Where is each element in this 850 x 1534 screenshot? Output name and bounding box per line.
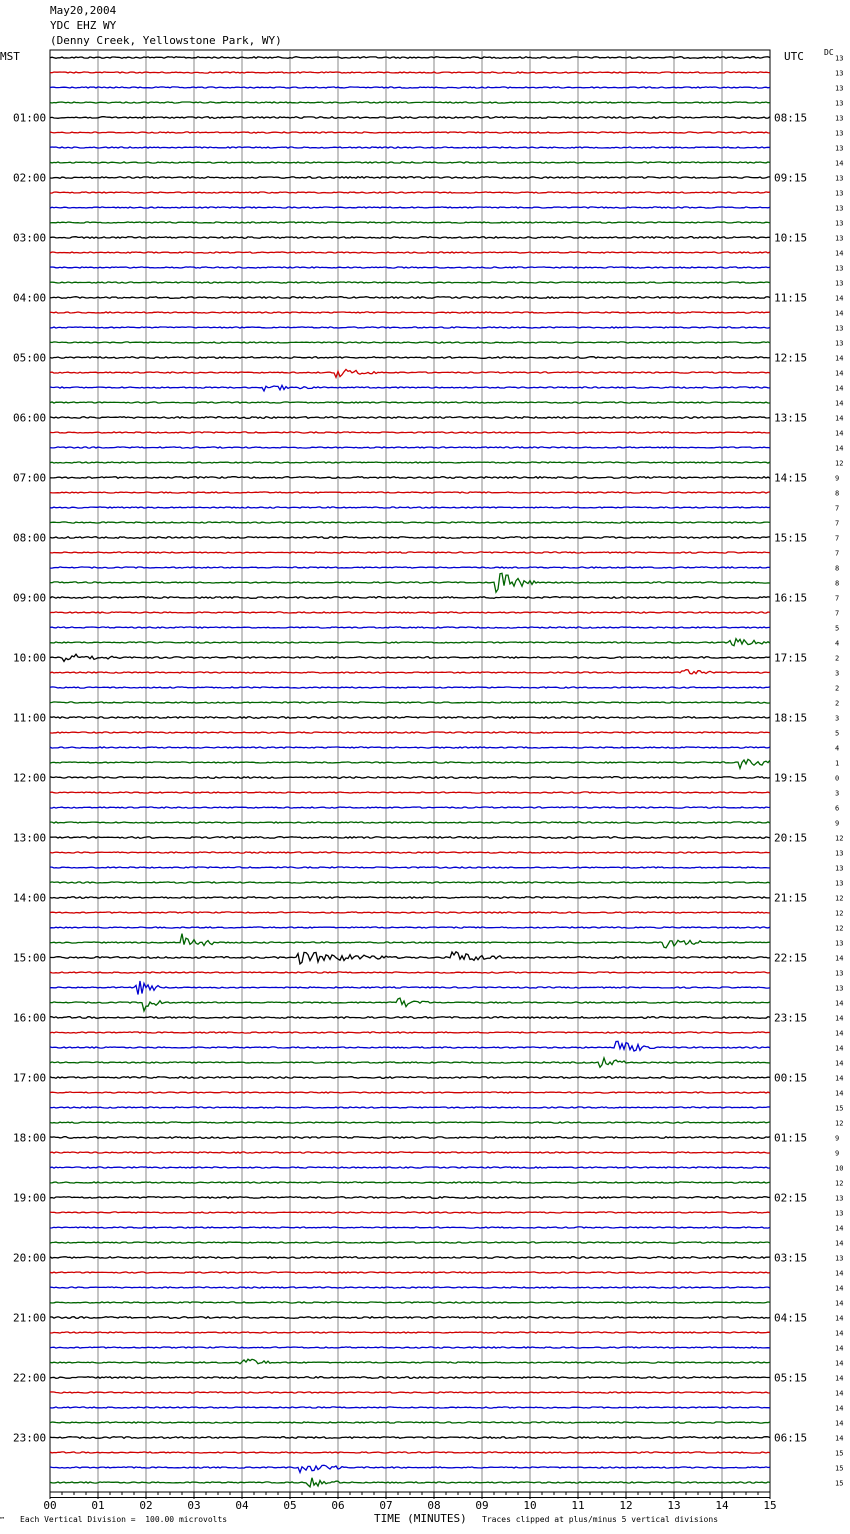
hour-label-right: 18:15 (774, 711, 808, 725)
x-tick-label: 01 (91, 1499, 105, 1512)
dc-offset-value: 14 (835, 1029, 844, 1038)
dc-offset-value: 13 (835, 849, 844, 858)
dc-offset-value: 12 (835, 894, 844, 903)
dc-offset-value: 7 (835, 504, 840, 513)
hour-label-left: 04:00 (13, 291, 47, 305)
seismic-trace (50, 1212, 770, 1213)
seismic-trace (50, 747, 770, 748)
dc-offset-value: 13 (835, 219, 844, 228)
seismic-trace (50, 1122, 770, 1123)
hour-label-left: 15:00 (13, 951, 47, 965)
dc-offset-value: 13 (835, 144, 844, 153)
seismic-trace (50, 507, 770, 508)
seismic-trace (50, 117, 770, 119)
seismic-trace (50, 702, 770, 703)
hour-label-right: 08:15 (774, 111, 808, 125)
dc-offset-value: 14 (835, 1344, 844, 1353)
dc-offset-value: 12 (835, 909, 844, 918)
seismic-trace (50, 237, 770, 239)
seismic-trace (50, 252, 770, 253)
dc-offset-value: 14 (835, 1224, 844, 1233)
seismic-trace (50, 267, 770, 268)
seismic-trace (50, 882, 770, 883)
dc-offset-value: 0 (835, 774, 840, 783)
dc-offset-value: 13 (835, 174, 844, 183)
dc-offset-value: 14 (835, 1329, 844, 1338)
hour-label-right: 00:15 (774, 1071, 808, 1085)
dc-offset-value: 8 (835, 579, 840, 588)
hour-label-left: 10:00 (13, 651, 47, 665)
seismic-trace (50, 1437, 770, 1439)
seismic-trace (50, 132, 770, 133)
dc-offset-value: 13 (835, 69, 844, 78)
station-code: YDC EHZ WY (50, 19, 117, 32)
hour-label-right: 13:15 (774, 411, 808, 425)
dc-offset-value: 13 (835, 234, 844, 243)
seismic-trace (50, 1107, 770, 1108)
hour-label-right: 03:15 (774, 1251, 808, 1265)
dc-offset-value: 2 (835, 699, 840, 708)
hour-label-right: 17:15 (774, 651, 808, 665)
dc-offset-value: 14 (835, 429, 844, 438)
seismic-trace (50, 732, 770, 733)
seismic-trace (50, 627, 770, 628)
seismic-trace (50, 522, 770, 523)
seismic-trace (50, 1227, 770, 1228)
seismic-trace (50, 1478, 770, 1487)
seismic-trace (50, 717, 770, 719)
seismic-trace (50, 417, 770, 419)
seismic-trace (50, 447, 770, 448)
dc-offset-value: 13 (835, 1254, 844, 1263)
seismic-trace (50, 981, 770, 995)
x-tick-label: 09 (475, 1499, 489, 1512)
seismic-trace (50, 807, 770, 808)
dc-offset-value: 10 (835, 1164, 844, 1173)
hour-label-left: 06:00 (13, 411, 47, 425)
hour-label-right: 12:15 (774, 351, 808, 365)
seismic-trace (50, 1347, 770, 1348)
hour-label-right: 11:15 (774, 291, 808, 305)
hour-label-right: 14:15 (774, 471, 808, 485)
seismic-trace (50, 639, 770, 646)
dc-offset-value: 7 (835, 549, 840, 558)
corner-mark: ™ (0, 1516, 5, 1524)
seismic-trace (50, 102, 770, 103)
dc-offset-value: 7 (835, 534, 840, 543)
seismic-trace (50, 934, 770, 948)
hour-label-left: 07:00 (13, 471, 47, 485)
x-tick-label: 00 (43, 1499, 57, 1512)
dc-offset-value: 12 (835, 1119, 844, 1128)
dc-offset-value: 13 (835, 54, 844, 63)
dc-offset-value: 14 (835, 1389, 844, 1398)
hour-label-left: 21:00 (13, 1311, 47, 1325)
hour-label-right: 19:15 (774, 771, 808, 785)
seismic-trace (50, 492, 770, 493)
dc-offset-value: 7 (835, 609, 840, 618)
seismic-trace (50, 670, 770, 674)
seismic-trace (50, 1317, 770, 1319)
dc-offset-value: 14 (835, 1419, 844, 1428)
dc-offset-value: 14 (835, 1014, 844, 1023)
dc-offset-value: 8 (835, 564, 840, 573)
seismic-trace (50, 1032, 770, 1033)
seismic-trace (50, 1242, 770, 1243)
dc-offset-value: 14 (835, 954, 844, 963)
dc-offset-value: 13 (835, 324, 844, 333)
seismic-trace (50, 1092, 770, 1093)
hour-label-left: 17:00 (13, 1071, 47, 1085)
seismic-trace (50, 282, 770, 283)
hour-label-right: 10:15 (774, 231, 808, 245)
x-tick-label: 04 (235, 1499, 249, 1512)
seismic-trace (50, 1197, 770, 1199)
seismic-trace (50, 432, 770, 433)
dc-offset-value: 3 (835, 789, 840, 798)
hour-label-right: 04:15 (774, 1311, 808, 1325)
seismic-trace (50, 1058, 770, 1067)
x-tick-label: 12 (619, 1499, 633, 1512)
dc-offset-value: 13 (835, 984, 844, 993)
hour-label-left: 02:00 (13, 171, 47, 185)
dc-offset-value: 14 (835, 159, 844, 168)
dc-offset-value: 14 (835, 1239, 844, 1248)
hour-label-left: 14:00 (13, 891, 47, 905)
seismic-trace (50, 1407, 770, 1408)
seismic-trace (50, 687, 770, 688)
dc-offset-value: 13 (835, 864, 844, 873)
seismic-trace (50, 162, 770, 163)
seismic-trace (50, 654, 770, 661)
seismic-trace (50, 207, 770, 208)
hour-label-left: 18:00 (13, 1131, 47, 1145)
dc-offset-value: 4 (835, 744, 840, 753)
dc-offset-value: 8 (835, 489, 840, 498)
seismic-trace (50, 1302, 770, 1303)
dc-offset-value: 12 (835, 459, 844, 468)
x-tick-label: 14 (715, 1499, 729, 1512)
seismic-trace (50, 72, 770, 73)
seismic-trace (50, 87, 770, 88)
seismic-trace (50, 952, 770, 964)
hour-label-left: 08:00 (13, 531, 47, 545)
x-tick-label: 08 (427, 1499, 441, 1512)
dc-offset-value: 2 (835, 684, 840, 693)
hour-label-right: 16:15 (774, 591, 808, 605)
dc-offset-value: 9 (835, 1149, 840, 1158)
x-axis-label: TIME (MINUTES) (374, 1512, 467, 1525)
hour-label-right: 01:15 (774, 1131, 808, 1145)
dc-offset-value: 14 (835, 1404, 844, 1413)
dc-offset-value: 14 (835, 294, 844, 303)
record-date: May20,2004 (50, 4, 117, 17)
seismic-trace (50, 327, 770, 328)
dc-offset-value: 15 (835, 1479, 844, 1488)
seismic-trace (50, 597, 770, 599)
seismic-trace (50, 369, 770, 377)
dc-offset-value: 5 (835, 624, 840, 633)
dc-offset-value: 9 (835, 1134, 840, 1143)
x-tick-label: 05 (283, 1499, 297, 1512)
seismic-trace (50, 1017, 770, 1019)
dc-offset-value: 5 (835, 729, 840, 738)
dc-offset-value: 14 (835, 1269, 844, 1278)
hour-label-right: 06:15 (774, 1431, 808, 1445)
dc-offset-value: 13 (835, 939, 844, 948)
seismic-trace (50, 222, 770, 223)
seismic-trace (50, 552, 770, 553)
dc-offset-value: 15 (835, 1104, 844, 1113)
seismic-trace (50, 852, 770, 853)
dc-offset-value: 3 (835, 669, 840, 678)
seismic-trace (50, 385, 770, 391)
dc-offset-value: 12 (835, 834, 844, 843)
hour-label-left: 13:00 (13, 831, 47, 845)
x-tick-label: 06 (331, 1499, 345, 1512)
hour-label-left: 22:00 (13, 1371, 47, 1385)
hour-label-left: 03:00 (13, 231, 47, 245)
hour-label-left: 19:00 (13, 1191, 47, 1205)
seismic-trace (50, 759, 770, 768)
dc-offset-value: 13 (835, 969, 844, 978)
hour-label-right: 02:15 (774, 1191, 808, 1205)
dc-offset-value: 14 (835, 384, 844, 393)
hour-label-left: 16:00 (13, 1011, 47, 1025)
left-timezone-label: MST (0, 50, 20, 63)
seismic-trace (50, 177, 770, 179)
hour-label-right: 21:15 (774, 891, 808, 905)
hour-label-right: 23:15 (774, 1011, 808, 1025)
seismic-trace (50, 1041, 770, 1051)
dc-offset-value: 13 (835, 879, 844, 888)
dc-offset-value: 13 (835, 1194, 844, 1203)
hour-label-right: 05:15 (774, 1371, 808, 1385)
dc-offset-value: 13 (835, 1209, 844, 1218)
station-location: (Denny Creek, Yellowstone Park, WY) (50, 34, 282, 47)
dc-offset-value: 13 (835, 84, 844, 93)
seismic-trace (50, 573, 770, 592)
dc-offset-value: 14 (835, 1434, 844, 1443)
seismic-trace (50, 1359, 770, 1364)
seismic-trace (50, 972, 770, 973)
dc-offset-value: 13 (835, 264, 844, 273)
seismic-trace (50, 1152, 770, 1153)
dc-offset-value: 12 (835, 1179, 844, 1188)
seismic-trace (50, 1167, 770, 1168)
seismic-trace (50, 792, 770, 793)
hour-label-right: 20:15 (774, 831, 808, 845)
seismic-trace (50, 312, 770, 313)
hour-label-left: 20:00 (13, 1251, 47, 1265)
seismic-trace (50, 147, 770, 148)
dc-offset-value: 15 (835, 1449, 844, 1458)
x-tick-label: 10 (523, 1499, 537, 1512)
dc-offset-value: 13 (835, 99, 844, 108)
dc-offset-value: 7 (835, 594, 840, 603)
seismic-trace (50, 357, 770, 359)
dc-offset-value: 7 (835, 519, 840, 528)
dc-offset-value: 13 (835, 279, 844, 288)
dc-offset-value: 4 (835, 639, 840, 648)
right-timezone-label: UTC (784, 50, 804, 63)
dc-offset-value: 14 (835, 999, 844, 1008)
seismic-trace (50, 1377, 770, 1379)
dc-offset-value: 14 (835, 1284, 844, 1293)
seismic-trace (50, 837, 770, 839)
seismic-trace (50, 57, 770, 59)
seismic-trace (50, 612, 770, 613)
seismic-trace (50, 297, 770, 299)
dc-offset-value: 14 (835, 369, 844, 378)
seismic-trace (50, 897, 770, 899)
dc-offset-value: 6 (835, 804, 840, 813)
dc-offset-value: 13 (835, 339, 844, 348)
hour-label-left: 23:00 (13, 1431, 47, 1445)
x-tick-label: 03 (187, 1499, 201, 1512)
seismic-trace (50, 342, 770, 343)
dc-offset-value: 14 (835, 399, 844, 408)
seismic-trace (50, 822, 770, 823)
dc-offset-value: 14 (835, 1299, 844, 1308)
seismic-trace (50, 777, 770, 779)
seismic-trace (50, 1257, 770, 1259)
seismic-trace (50, 867, 770, 868)
seismic-trace (50, 1422, 770, 1423)
dc-offset-value: 14 (835, 414, 844, 423)
dc-offset-value: 14 (835, 249, 844, 258)
x-tick-label: 15 (763, 1499, 777, 1512)
dc-offset-value: 9 (835, 474, 840, 483)
dc-offset-value: 14 (835, 354, 844, 363)
dc-offset-value: 14 (835, 444, 844, 453)
seismic-trace (50, 567, 770, 568)
dc-offset-value: 14 (835, 1074, 844, 1083)
seismic-trace (50, 1077, 770, 1079)
seismic-trace (50, 912, 770, 913)
dc-offset-value: 13 (835, 114, 844, 123)
dc-offset-value: 14 (835, 1089, 844, 1098)
seismic-trace (50, 1272, 770, 1273)
seismic-trace (50, 537, 770, 539)
hour-label-left: 12:00 (13, 771, 47, 785)
dc-offset-value: 13 (835, 129, 844, 138)
seismic-trace (50, 1392, 770, 1393)
dc-offset-value: 14 (835, 1059, 844, 1068)
dc-offset-value: 15 (835, 1464, 844, 1473)
dc-offset-value: 12 (835, 924, 844, 933)
seismic-trace (50, 1182, 770, 1183)
seismic-trace (50, 1287, 770, 1288)
hour-label-right: 22:15 (774, 951, 808, 965)
hour-label-left: 11:00 (13, 711, 47, 725)
dc-offset-value: 14 (835, 1044, 844, 1053)
dc-offset-value: 13 (835, 204, 844, 213)
dc-offset-label: DC (824, 48, 834, 57)
seismic-trace (50, 402, 770, 403)
seismic-trace (50, 192, 770, 193)
x-tick-label: 13 (667, 1499, 681, 1512)
seismic-trace (50, 477, 770, 479)
seismic-trace (50, 1465, 770, 1472)
clip-note: Traces clipped at plus/minus 5 vertical divisions (482, 1515, 719, 1524)
dc-offset-value: 2 (835, 654, 840, 663)
dc-offset-value: 9 (835, 819, 840, 828)
dc-offset-value: 14 (835, 309, 844, 318)
seismic-trace (50, 1452, 770, 1453)
dc-offset-value: 14 (835, 1374, 844, 1383)
dc-offset-value: 14 (835, 1359, 844, 1368)
dc-offset-value: 1 (835, 759, 840, 768)
x-tick-label: 11 (571, 1499, 585, 1512)
dc-offset-value: 13 (835, 189, 844, 198)
hour-label-right: 15:15 (774, 531, 808, 545)
scale-note: Each Vertical Division = 100.00 microvolts (20, 1515, 228, 1524)
dc-offset-value: 14 (835, 1314, 844, 1323)
seismic-trace (50, 1137, 770, 1139)
seismic-trace (50, 1332, 770, 1333)
hour-label-left: 09:00 (13, 591, 47, 605)
hour-label-left: 01:00 (13, 111, 47, 125)
x-tick-label: 02 (139, 1499, 153, 1512)
seismic-trace (50, 462, 770, 463)
x-tick-label: 07 (379, 1499, 393, 1512)
hour-label-left: 05:00 (13, 351, 47, 365)
seismic-trace (50, 998, 770, 1011)
seismic-trace (50, 927, 770, 928)
dc-offset-value: 3 (835, 714, 840, 723)
hour-label-right: 09:15 (774, 171, 808, 185)
